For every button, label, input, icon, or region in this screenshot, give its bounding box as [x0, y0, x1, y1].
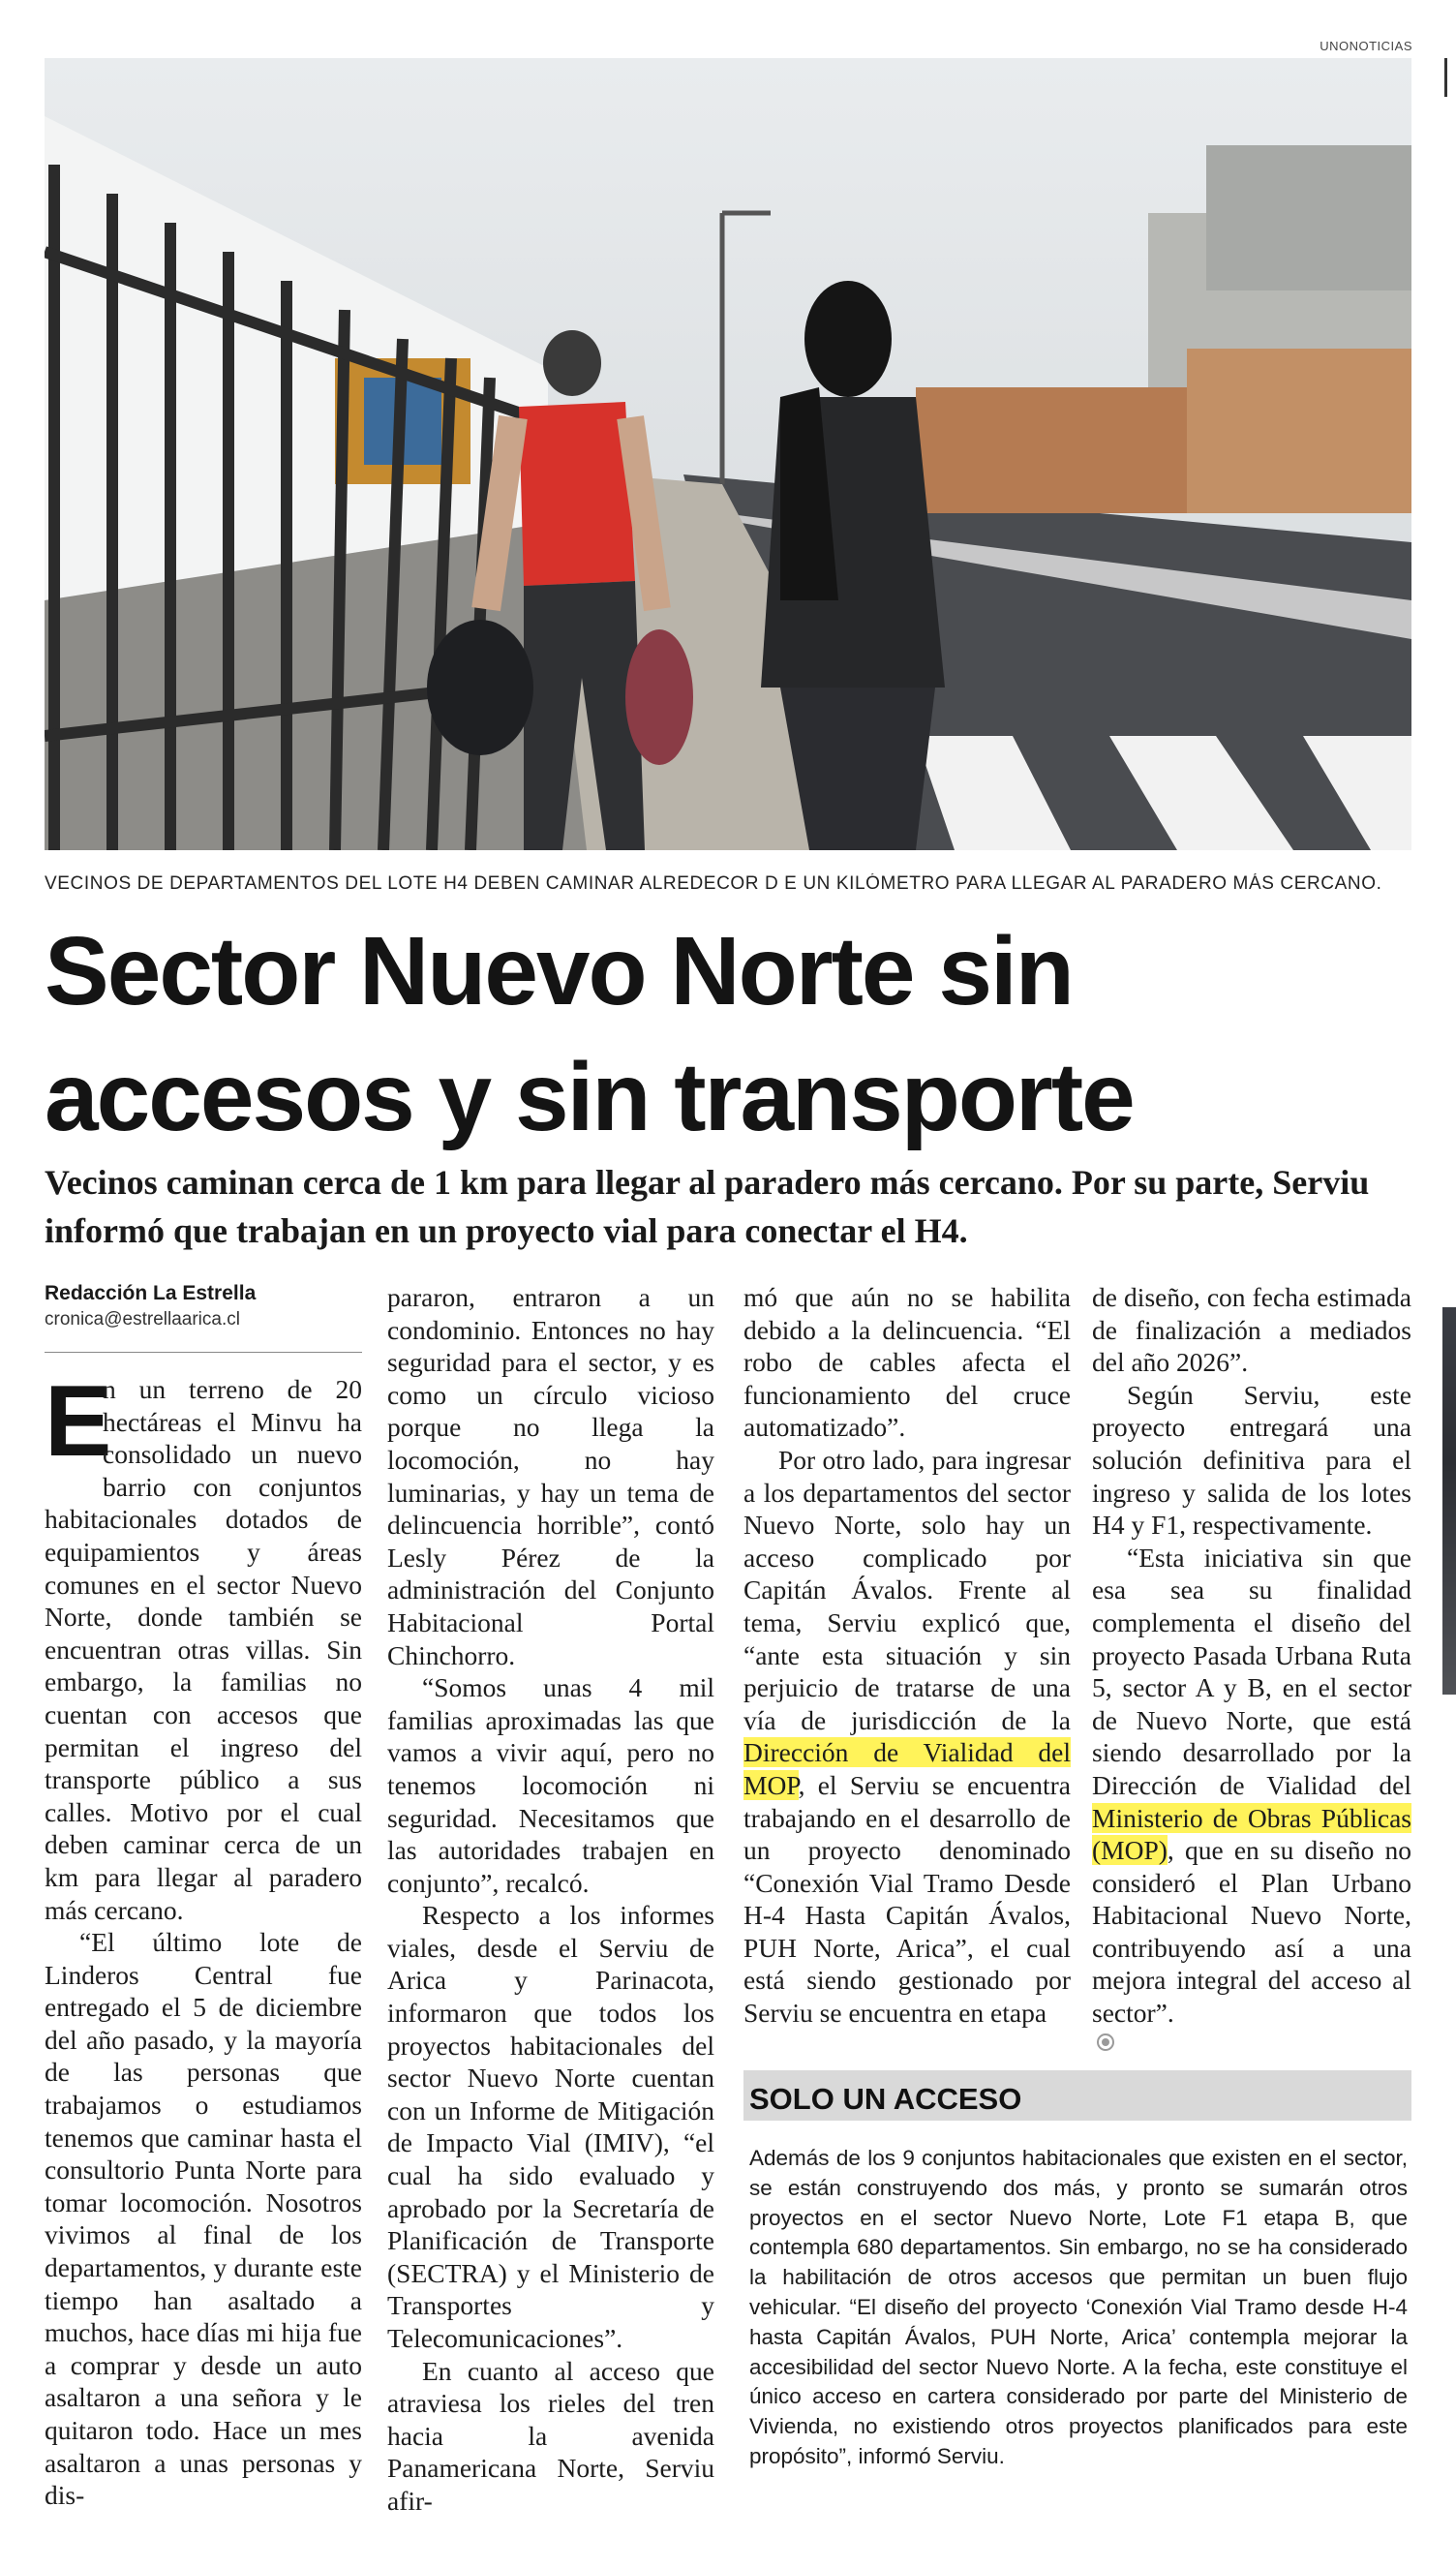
paragraph-text: “Esta iniciativa sin que esa sea su finalidad complementa el diseño del proyecto Pasada Urbana Ruta 5, sector A y B, en el sector de Nuevo Norte, que está siendo desarrollado por la Dirección de Vialidad del — [1092, 1542, 1411, 1800]
headline — [45, 908, 1411, 1160]
sidebar-box-body: Además de los 9 conjuntos habitacionales que existen en el sector, se están construyendo dos más, y pronto se sumarán otros proyectos en el sector Nuevo Norte, Lote F1 etapa B, que contempla 680 departamentos. Sin embargo, no se ha considerado la habilitación de otros accesos que permitan un buen flujo vehicular. “El diseño del proyecto ‘Conexión Vial Tramo desde H-4 hasta Capitán Ávalos, PUH Norte, Arica’ contempla mejorar la accesibilidad del sector Nuevo Norte. A la fecha, este constituye el único acceso en cartera considerado por parte del Ministerio de Vivienda, no existiendo otros proyectos planificados para este propósito”, informó Serviu. — [749, 2146, 1408, 2468]
paragraph-text: , que en su diseño no consideró el Plan Urbano Habitacional Nuevo Norte, contribuyendo así a una mejora integral del acceso al sector”. — [1092, 1835, 1411, 2029]
paragraph-text: , el Serviu se encuentra trabajando en el desarrollo de un proyecto denominado “Conexión Vial Tramo Desde H-4 Hasta Capitán Ávalos, PUH Norte, Arica”, el cual está siendo gestionado por Serviu se encuentra en etapa — [743, 1769, 1071, 2029]
paragraph: En cuanto al acceso que atraviesa los rieles del tren hacia la avenida Panamericana Norte, Serviu afir- — [387, 2355, 714, 2516]
byline-divider — [45, 1352, 362, 1353]
headline-line-1: Sector Nuevo Norte sin — [45, 917, 1073, 1025]
paragraph: mó que aún no se habilita debido a la delincuencia. “El robo de cables afecta el funcionamiento del cruce automatizado”. — [743, 1282, 1071, 1443]
street-photo-icon — [45, 58, 1411, 850]
paragraph — [1092, 1542, 1411, 2030]
article-column-3 — [743, 1281, 1071, 2030]
paragraph: Según Serviu, este proyecto entregará una solución definitiva para el ingreso y salida de los lotes H4 y F1, respectivamente. — [1092, 1379, 1411, 1541]
paragraph — [45, 1365, 362, 1926]
paragraph-text: Por otro lado, para ingresar a los departamentos del sector Nuevo Norte, solo hay un acceso complicado por Capitán Ávalos. Frente al tema, Serviu explicó que, “ante esta situación y sin perjuicio de tratarse de una vía de jurisdicción de la — [743, 1444, 1071, 1735]
paragraph: “El último lote de Linderos Central fue entregado el 5 de diciembre del año pasado, y la mayoría de las personas que trabajamos o estudiamos tenemos que caminar hasta el consultorio Punta Norte para tomar locomoción. Nosotros vivimos al final de los departamentos, y durante este tiempo han asaltado a muchos, hace días mi hija fue a comprar y desde un auto asaltaron a una señora y le quitaron todo. Hace un mes asaltaron a unas personas y dis- — [45, 1927, 362, 2511]
paragraph: Respecto a los informes viales, desde el Serviu de Arica y Parinacota, informaron que todos los proyectos habitacionales del sector Nuevo Norte cuentan con un Informe de Mitigación de Impacto Vial (IMIV), “el cual ha sido evaluado y aprobado por la Secretaría de Planificación de Transporte (SECTRA) y el Ministerio de Transportes y Telecomunicaciones”. — [387, 1900, 714, 2353]
photo-credit: UNONOTICIAS — [1320, 39, 1412, 53]
paragraph-text: n un terreno de 20 hectáreas el Minvu ha consolidado un nuevo barrio con conjuntos habitacionales dotados de equipamientos y áreas comunes en el sector Nuevo Norte, donde también se encuentran otras villas. Sin embargo, la familias no cuentan con accesos que permitan el ingreso del transporte público a sus calles. Motivo por el cual deben caminar cerca de un km para llegar al paradero más cercano. — [45, 1374, 362, 1925]
byline — [45, 1280, 362, 1332]
edge-rule — [1444, 58, 1447, 97]
sidebar-box-title: SOLO UN ACCESO — [749, 2082, 1022, 2116]
article-column-4 — [1092, 1281, 1411, 2030]
paragraph: “Somos unas 4 mil familias aproximadas las que vamos a vivir aquí, pero no tenemos locomoción ni seguridad. Necesitamos que las autoridades trabajen en conjunto”, recalcó. — [387, 1672, 714, 1898]
headline-line-2: accesos y sin transporte — [45, 1043, 1134, 1151]
paragraph: de diseño, con fecha estimada de finalización a mediados del año 2026”. — [1092, 1282, 1411, 1378]
sidebar-box — [743, 2070, 1411, 2554]
byline-email: cronica@estrellaarica.cl — [45, 1309, 240, 1330]
highlighted-text: Ministerio de Obras Públicas (MOP) — [1092, 1802, 1411, 1866]
paragraph — [743, 1444, 1071, 2030]
byline-author: Redacción La Estrella — [45, 1282, 257, 1304]
paragraph: pararon, entraron a un condominio. Entonces no hay seguridad para el sector, y es como un círculo vicioso porque no llega la locomoción, no hay luminarias, y hay un tema de delincuencia horrible”, contó Lesly Pérez de la administración del Conjunto Habitacional Portal Chinchorro. — [387, 1282, 714, 1670]
article-end-icon — [1097, 2033, 1114, 2051]
edge-image — [1442, 1307, 1456, 1695]
article-photo — [45, 58, 1411, 850]
highlighted-text: Dirección de Vialidad del MOP — [743, 1737, 1071, 1800]
drop-cap: E — [45, 1365, 112, 1478]
adjacent-page-edge — [1442, 58, 1456, 2556]
photo-caption: VECINOS DE DEPARTAMENTOS DEL LOTE H4 DEBEN CAMINAR ALREDECOR D E UN KILÓMETRO PARA LLEGAR AL PARADERO MÁS CERCANO. — [45, 873, 1382, 894]
article-column-2 — [387, 1281, 714, 2518]
deck-subtitle: Vecinos caminan cerca de 1 km para llegar al paradero más cercano. Por su parte, Serviu informó que trabajan en un proyecto vial para conectar el H4. — [45, 1163, 1370, 1250]
article-column-1 — [45, 1365, 362, 2512]
